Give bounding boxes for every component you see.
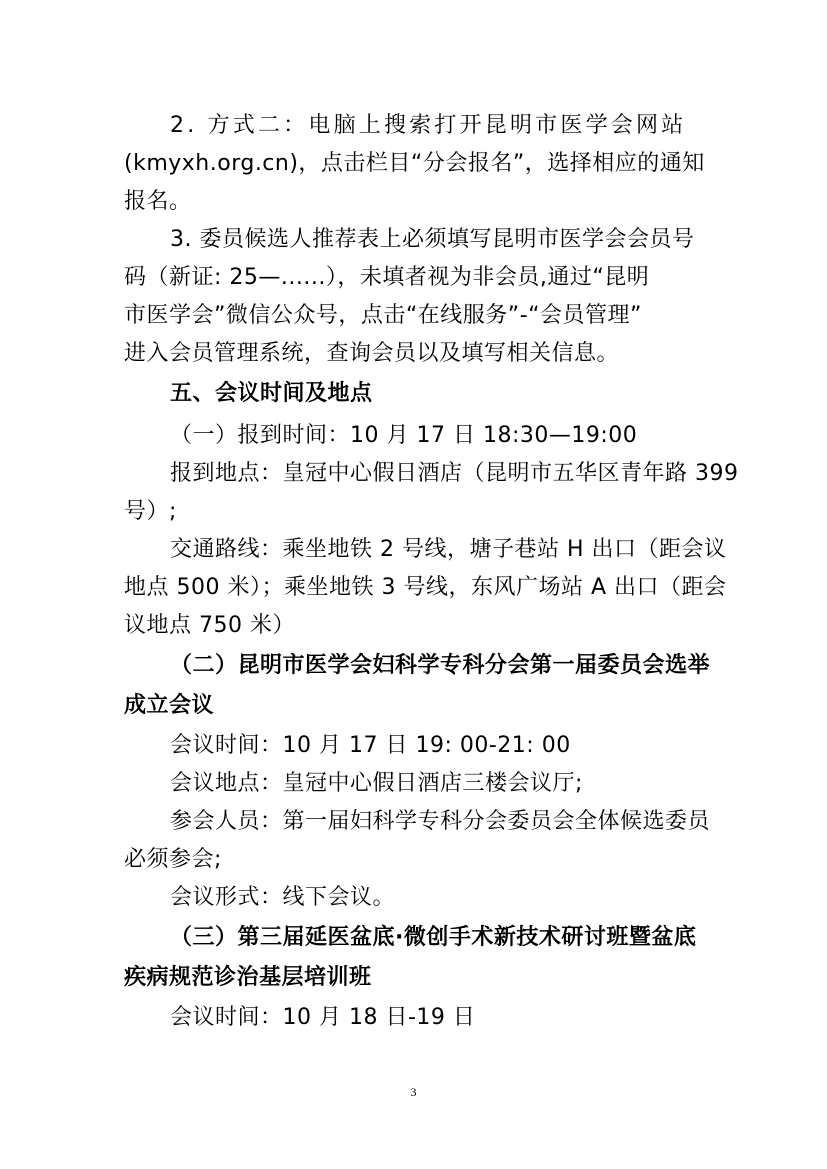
text-line: 议地点 750 米） — [124, 613, 295, 638]
text-line: 地点 500 米）；乘坐地铁 3 号线，东风广场站 A 出口（距会 — [124, 575, 727, 600]
text-line: 市医学会”微信公众号，点击“在线服务”-“会员管理” — [124, 303, 642, 328]
text-line: (kmyxh.org.cn)，点击栏目“分会报名”，选择相应的通知 — [124, 151, 705, 176]
text-line: 码（新证: 25—......），未填者视为非会员,通过“昆明 — [124, 265, 650, 290]
page-number: 3 — [410, 1085, 417, 1099]
text-line: 号）; — [124, 499, 177, 524]
text-line: 会议时间：10 月 17 日 19: 00-21: 00 — [170, 733, 571, 758]
text-line: 交通路线：乘坐地铁 2 号线，塘子巷站 H 出口（距会议 — [170, 537, 727, 562]
text-line: 3. 委员候选人推荐表上必须填写昆明市医学会会员号 — [170, 227, 695, 252]
subsection-heading: （二）昆明市医学会妇科学专科分会第一届委员会选举 — [170, 653, 711, 678]
text-line: 会议形式：线下会议。 — [170, 885, 396, 910]
text-line: （一）报到时间：10 月 17 日 18:30—19:00 — [170, 423, 638, 448]
text-line: 报到地点：皇冠中心假日酒店（昆明市五华区青年路 399 — [170, 461, 739, 486]
subsection-heading: 成立会议 — [124, 693, 215, 718]
text-line: 必须参会; — [124, 847, 222, 872]
text-line: 会议时间：10 月 18 日-19 日 — [170, 1005, 476, 1030]
section-heading: 五、会议时间及地点 — [170, 381, 373, 406]
subsection-heading: 疾病规范诊治基层培训班 — [124, 965, 372, 990]
text-line: 2. 方式二：电脑上搜索打开昆明市医学会网站 — [170, 113, 687, 138]
text-line: 进入会员管理系统，查询会员以及填写相关信息。 — [124, 341, 620, 366]
text-line: 参会人员：第一届妇科学专科分会委员会全体候选委员 — [170, 809, 711, 834]
text-line: 报名。 — [124, 189, 192, 214]
text-line: 会议地点：皇冠中心假日酒店三楼会议厅; — [170, 771, 583, 796]
subsection-heading: （三）第三届延医盆底·微创手术新技术研讨班暨盆底 — [170, 925, 697, 950]
